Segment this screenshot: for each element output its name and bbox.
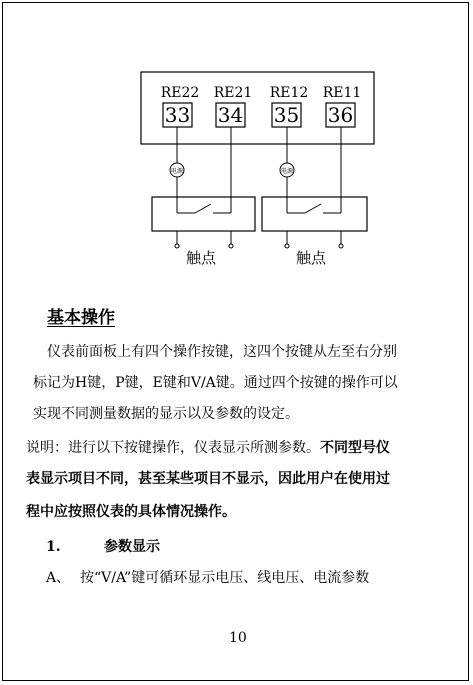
page-number: 10	[229, 630, 247, 646]
terminal-label-re12: RE12	[269, 85, 309, 101]
item-title: 参数显示	[104, 539, 160, 555]
note-line-1-normal: 说明：进行以下按键操作，仪表显示所测参数。	[26, 440, 320, 456]
wiring-diagram	[0, 0, 473, 290]
intro-line-3: 实现不同测量数据的显示以及参数的设定。	[33, 406, 299, 422]
note-line-2: 表显示项目不同，甚至某些项目不显示，因此用户在使用过	[26, 471, 390, 487]
section-title: 基本操作	[47, 308, 115, 328]
step-label: A、	[46, 570, 71, 586]
relay-box-right	[262, 197, 367, 231]
contact-terminal	[285, 244, 289, 248]
terminal-label-re11: RE11	[322, 85, 362, 101]
terminal-label-re22: RE22	[160, 85, 200, 101]
contact-terminal	[229, 244, 233, 248]
terminal-number-36: 36	[327, 103, 354, 127]
contact-terminal	[339, 244, 343, 248]
contact-label-left: 触点	[186, 249, 217, 267]
relay-box-left	[152, 197, 255, 231]
power-source-text-right: 电源	[280, 168, 294, 175]
contact-terminal	[175, 244, 179, 248]
item-number: 1.	[46, 539, 61, 555]
contact-label-right: 触点	[296, 249, 327, 267]
note-line-1-bold: 不同型号仪	[320, 440, 390, 456]
terminal-number-33: 33	[164, 103, 191, 127]
intro-line-2: 标记为H键，P键，E键和V/A键。通过四个按键的操作可以	[33, 375, 398, 391]
terminal-number-34: 34	[217, 103, 244, 127]
terminal-number-35: 35	[273, 103, 300, 127]
step-text: 按“V/A”键可循环显示电压、线电压、电流参数	[80, 570, 370, 586]
intro-line-1: 仪表前面板上有四个操作按键，这四个按键从左至右分别	[47, 344, 397, 360]
terminal-label-re21: RE21	[213, 85, 253, 101]
note-line-1	[26, 441, 390, 455]
note-line-3: 程中应按照仪表的具体情况操作。	[26, 504, 236, 520]
power-source-text-left: 电源	[170, 168, 184, 175]
